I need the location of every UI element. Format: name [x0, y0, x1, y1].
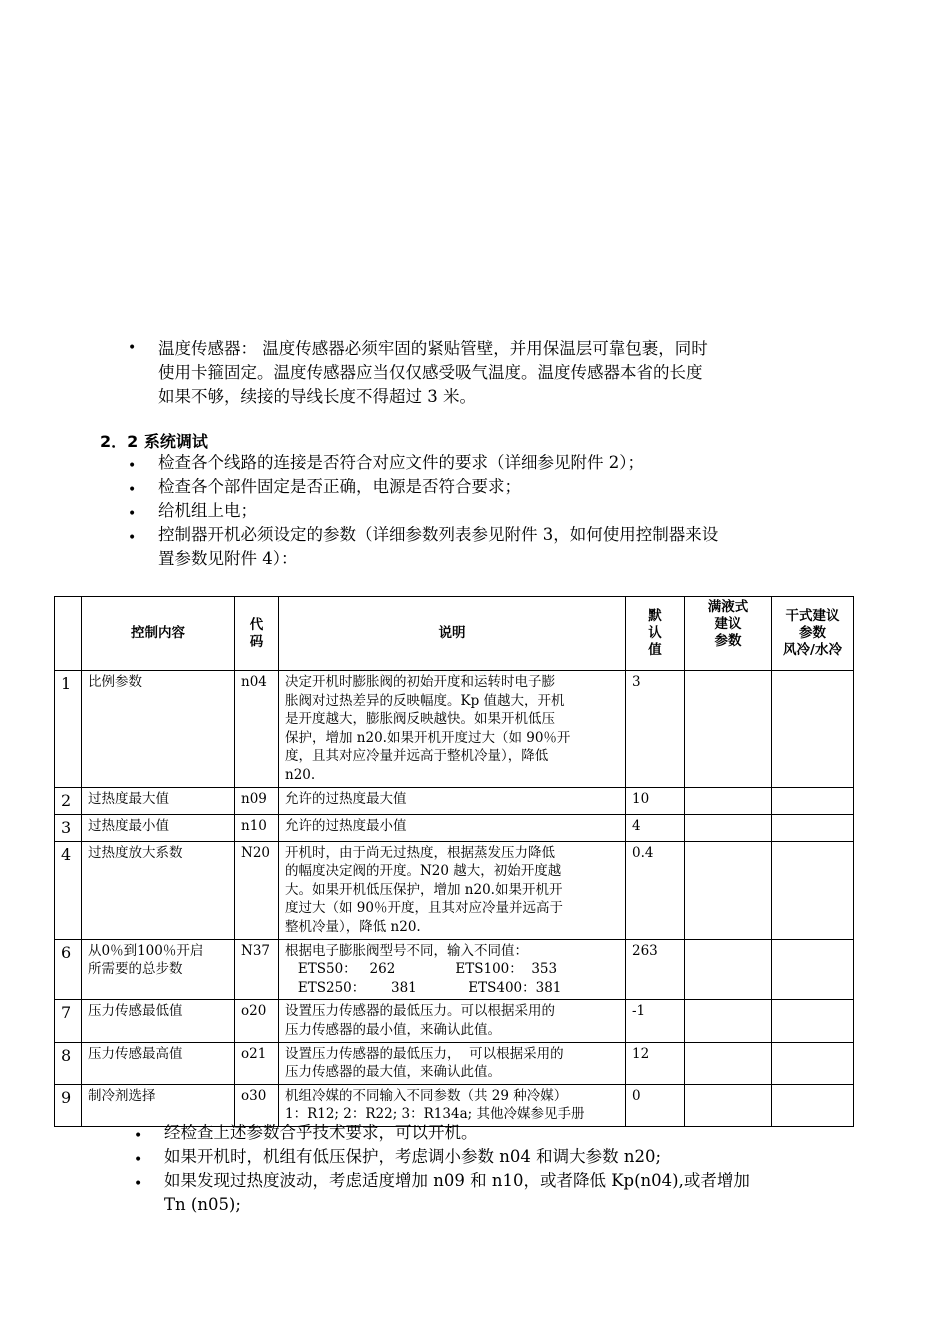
row-number: 9: [55, 1084, 82, 1126]
header-code: 代 码: [235, 597, 279, 671]
row-dry: [772, 671, 854, 788]
header-desc: 说明: [279, 597, 626, 671]
row-code: n09: [235, 787, 279, 814]
row-code: n10: [235, 814, 279, 841]
section-heading: 2．2 系统调试: [100, 432, 208, 451]
row-number: 4: [55, 841, 82, 939]
row-desc: [279, 939, 626, 1000]
table-row: [55, 841, 854, 939]
header-dry: 干式建议 参数 风冷/水冷: [772, 597, 854, 671]
row-dry: [772, 1042, 854, 1084]
row-desc: [279, 787, 626, 814]
bullet-icon: •: [134, 1128, 143, 1144]
table-header-row: [55, 597, 854, 671]
row-flooded: [685, 1000, 772, 1042]
row-flooded: [685, 671, 772, 788]
check-list: [0, 451, 950, 571]
cell-line: 所需要的总步数: [88, 961, 183, 978]
cell-line: 允许的过热度最大值: [285, 790, 407, 807]
table-row: [55, 1042, 854, 1084]
row-desc: [279, 814, 626, 841]
row-dry: [772, 1000, 854, 1042]
cell-line: n20.: [285, 766, 316, 783]
list-item-text: 给机组上电；: [158, 501, 257, 520]
cell-line: 1：R12; 2：R22; 3：R134a; 其他冷媒参见手册: [285, 1106, 585, 1123]
row-default: 10: [626, 787, 685, 814]
cell-line: 度，且其对应冷量并远高于整机冷量），降低: [285, 748, 549, 765]
bullet-icon: •: [128, 458, 137, 474]
list-item: [0, 1145, 950, 1169]
cell-line: 从0％到100％开启: [88, 942, 204, 959]
cell-line: 根据电子膨胀阀型号不同，输入不同值：: [285, 942, 528, 959]
row-flooded: [685, 814, 772, 841]
row-number: 8: [55, 1042, 82, 1084]
row-dry: [772, 814, 854, 841]
table-row: [55, 939, 854, 1000]
row-name: [82, 787, 235, 814]
header-content: 控制内容: [82, 597, 235, 671]
cell-line: 压力传感器的最大值，来确认此值。: [285, 1064, 501, 1081]
cell-line: 压力传感最高值: [88, 1045, 183, 1062]
header-no: [55, 597, 82, 671]
list-item: [0, 523, 950, 571]
row-dry: [772, 939, 854, 1000]
cell-line: 大。如果开机低压保护，增加 n20.如果开机开: [285, 881, 563, 898]
cell-line: ETS50： 262 ETS100： 353: [285, 961, 558, 978]
sensor-paragraph: [158, 337, 818, 409]
row-number: 2: [55, 787, 82, 814]
row-desc: [279, 841, 626, 939]
list-item: [0, 451, 950, 475]
row-default: -1: [626, 1000, 685, 1042]
list-item-text: 检查各个线路的连接是否符合对应文件的要求（详细参见附件 2）；: [158, 453, 644, 472]
parameter-table: [54, 596, 854, 1127]
row-dry: [772, 787, 854, 814]
list-item: [0, 1121, 950, 1145]
cell-line: 是开度越大，膨胀阀反映越快。如果开机低压: [285, 711, 555, 728]
bullet-icon: •: [128, 482, 137, 498]
row-desc: [279, 671, 626, 788]
table-row: [55, 1000, 854, 1042]
table-row: [55, 814, 854, 841]
row-name: [82, 939, 235, 1000]
row-default: 263: [626, 939, 685, 1000]
cell-line: 度过大（如 90％开度，且其对应冷量并远高于: [285, 900, 563, 917]
list-item-line: Tn (n05);: [164, 1195, 241, 1214]
list-item: [0, 1169, 950, 1217]
cell-line: 比例参数: [88, 674, 142, 690]
row-default: 0.4: [626, 841, 685, 939]
list-item: [0, 475, 950, 499]
sensor-line: 使用卡箍固定。温度传感器应当仅仅感受吸气温度。温度传感器本省的长度: [158, 363, 703, 382]
row-name: [82, 671, 235, 788]
row-number: 3: [55, 814, 82, 841]
list-item: [0, 499, 950, 523]
row-number: 1: [55, 671, 82, 788]
bullet-icon: •: [128, 530, 137, 546]
row-code: N37: [235, 939, 279, 1000]
list-item-text: [158, 523, 838, 571]
bullet-icon: •: [134, 1152, 143, 1168]
sensor-line: 如果不够，续接的导线长度不得超过 3 米。: [158, 387, 476, 406]
bullet-icon: •: [134, 1176, 143, 1192]
cell-line: 机组冷媒的不同输入不同参数（共 29 种冷媒）: [285, 1087, 568, 1104]
table-row: [55, 671, 854, 788]
row-code: o30: [235, 1084, 279, 1126]
cell-line: 胀阀对过热差异的反映幅度。Kp 值越大，开机: [285, 692, 565, 709]
row-code: n04: [235, 671, 279, 788]
row-flooded: [685, 1042, 772, 1084]
row-name: [82, 1000, 235, 1042]
cell-line: 压力传感器的最小值，来确认此值。: [285, 1021, 501, 1038]
row-flooded: [685, 939, 772, 1000]
cell-line: 过热度放大系数: [88, 844, 183, 861]
list-item-text: 如果开机时，机组有低压保护，考虑调小参数 n04 和调大参数 n20;: [164, 1147, 662, 1166]
header-default: 默 认 值: [626, 597, 685, 671]
row-default: 0: [626, 1084, 685, 1126]
row-default: 12: [626, 1042, 685, 1084]
cell-line: 整机冷量），降低 n20.: [285, 918, 421, 935]
cell-line: 压力传感最低值: [88, 1003, 183, 1020]
bullet-icon: •: [128, 340, 137, 356]
row-name: [82, 841, 235, 939]
cell-line: 过热度最小值: [88, 817, 169, 834]
row-name: [82, 814, 235, 841]
row-number: 6: [55, 939, 82, 1000]
list-item-text: 经检查上述参数合乎技术要求，可以开机。: [164, 1123, 478, 1142]
row-code: N20: [235, 841, 279, 939]
row-code: o21: [235, 1042, 279, 1084]
table-row: [55, 787, 854, 814]
sensor-line: 温度传感器： 温度传感器必须牢固的紧贴管壁，并用保温层可靠包裹，同时: [158, 339, 708, 358]
bullet-icon: •: [128, 506, 137, 522]
row-default: 4: [626, 814, 685, 841]
cell-line: 过热度最大值: [88, 790, 169, 807]
list-item-text: 检查各个部件固定是否正确，电源是否符合要求；: [158, 477, 521, 496]
cell-line: ETS250： 381 ETS400：381: [285, 979, 562, 996]
row-code: o20: [235, 1000, 279, 1042]
row-flooded: [685, 841, 772, 939]
row-default: 3: [626, 671, 685, 788]
row-flooded: [685, 787, 772, 814]
cell-line: 的幅度决定阀的开度。N20 越大，初始开度越: [285, 863, 562, 880]
row-desc: [279, 1042, 626, 1084]
cell-line: 允许的过热度最小值: [285, 817, 407, 834]
row-desc: [279, 1000, 626, 1042]
cell-line: 设置压力传感器的最低压力， 可以根据采用的: [285, 1045, 564, 1062]
after-list: [0, 1121, 950, 1217]
row-number: 7: [55, 1000, 82, 1042]
cell-line: 开机时，由于尚无过热度，根据蒸发压力降低: [285, 844, 555, 861]
row-dry: [772, 841, 854, 939]
list-item-line: 控制器开机必须设定的参数（详细参数列表参见附件 3，如何使用控制器来设: [158, 525, 719, 544]
cell-line: 保护，增加 n20.如果开机开度过大（如 90％开: [285, 729, 571, 746]
list-item-line: 置参数见附件 4）：: [158, 549, 298, 568]
list-item-text: [164, 1169, 844, 1217]
list-item-line: 如果发现过热度波动，考虑适度增加 n09 和 n10，或者降低 Kp(n04),或者增加: [164, 1171, 750, 1190]
cell-line: 制冷剂选择: [88, 1087, 156, 1104]
cell-line: 决定开机时膨胀阀的初始开度和运转时电子膨: [285, 674, 555, 690]
cell-line: 设置压力传感器的最低压力。可以根据采用的: [285, 1003, 555, 1020]
header-flooded: 满液式 建议 参数: [685, 597, 772, 671]
row-name: [82, 1042, 235, 1084]
